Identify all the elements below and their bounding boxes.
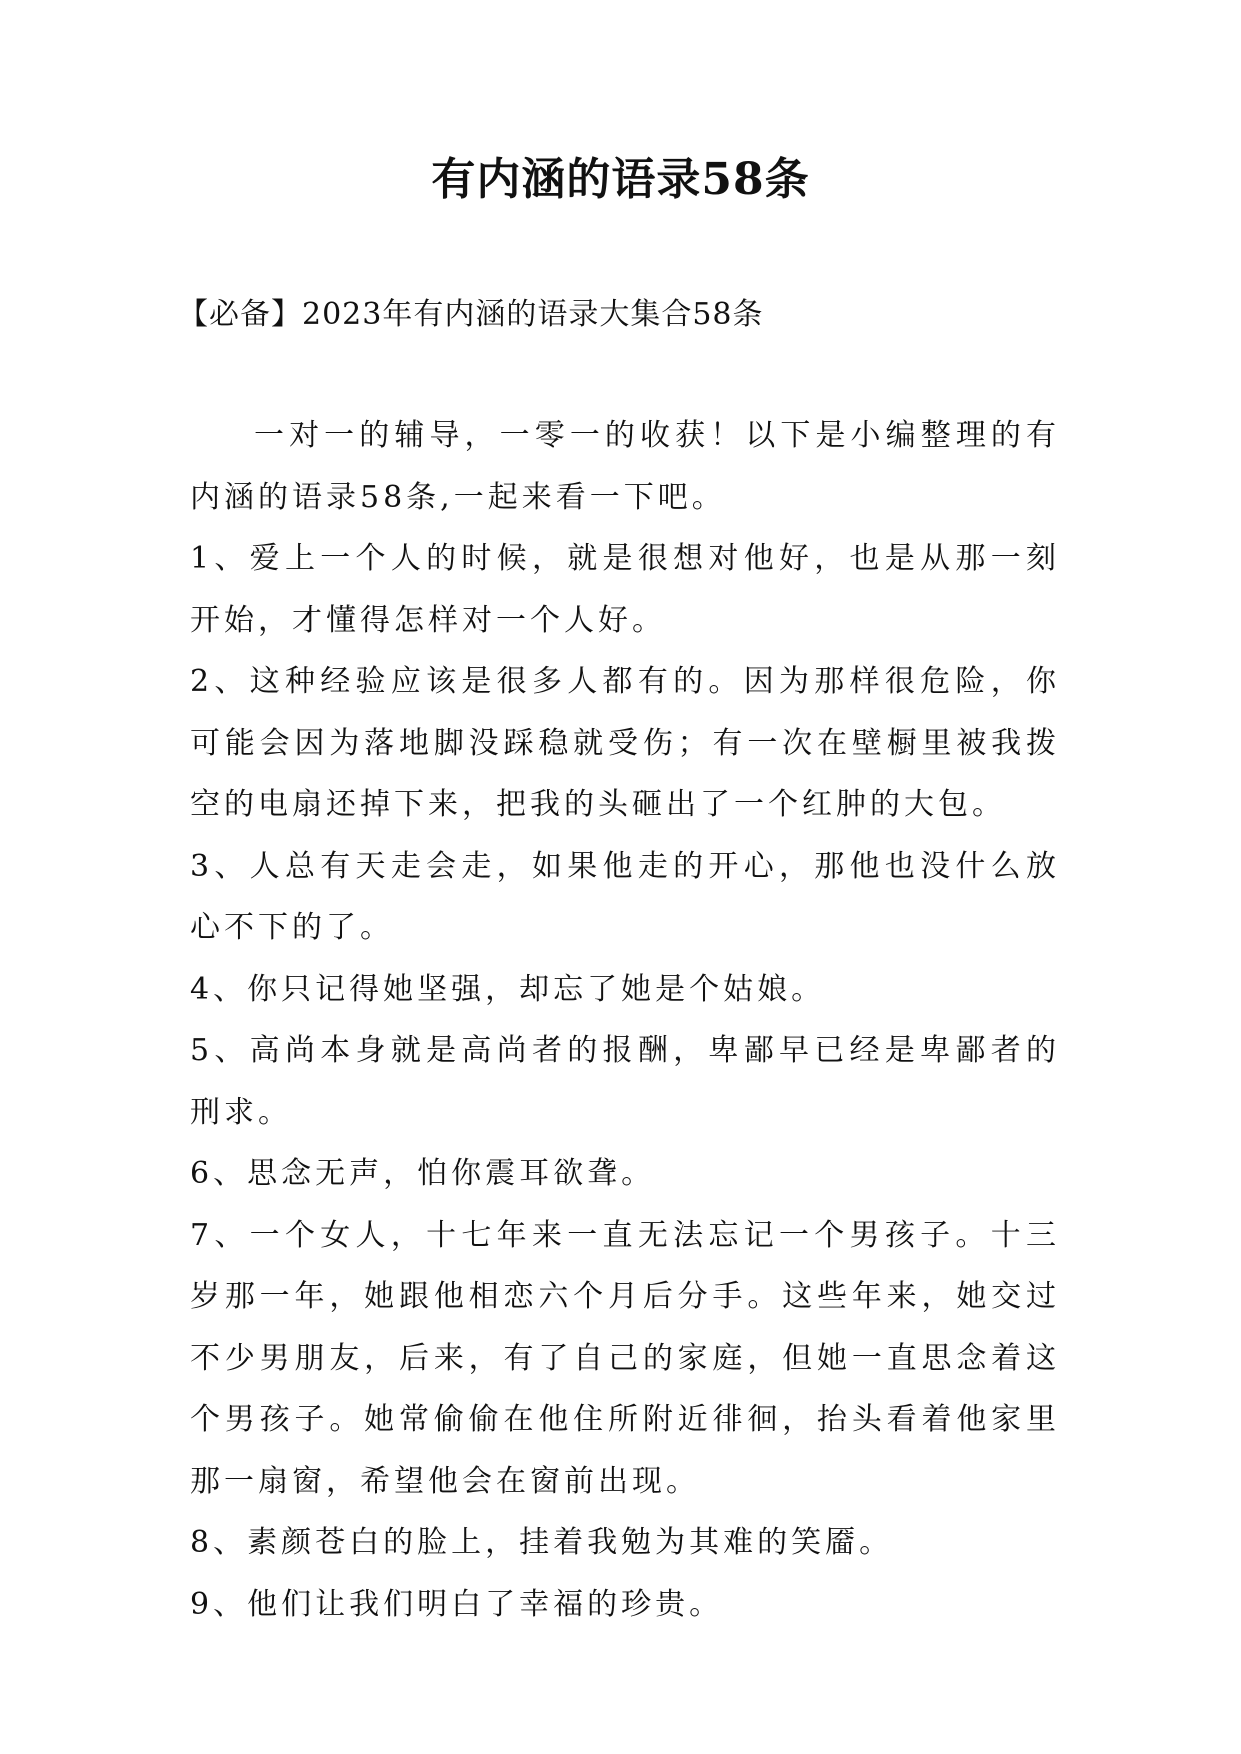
- quote-item-7: 7、一个女人，十七年来一直无法忘记一个男孩子。十三岁那一年，她跟他相恋六个月后分手。这些年来，她交过不少男朋友，后来，有了自己的家庭，但她一直思念着这个男孩子。她常偷偷在他住所附近徘徊，抬头看着他家里那一扇窗，希望他会在窗前出现。: [190, 1217, 1060, 1499]
- document-subtitle: 【必备】2023年有内涵的语录大集合58条: [178, 297, 764, 332]
- quote-item-3: 3、人总有天走会走，如果他走的开心，那他也没什么放心不下的了。: [190, 848, 1060, 945]
- intro-paragraph: 一对一的辅导，一零一的收获！以下是小编整理的有内涵的语录58条,一起来看一下吧。: [190, 418, 1060, 515]
- quote-item-1: 1、爱上一个人的时候，就是很想对他好，也是从那一刻开始，才懂得怎样对一个人好。: [190, 541, 1060, 638]
- quote-item-5: 5、高尚本身就是高尚者的报酬，卑鄙早已经是卑鄙者的刑求。: [190, 1033, 1060, 1130]
- document-body: [190, 405, 1060, 1635]
- document-title: 有内涵的语录58条: [431, 154, 810, 205]
- quote-item-4: 4、你只记得她坚强，却忘了她是个姑娘。: [190, 971, 826, 1007]
- quote-item-6: 6、思念无声，怕你震耳欲聋。: [190, 1156, 656, 1191]
- quote-item-2: 2、这种经验应该是很多人都有的。因为那样很危险，你可能会因为落地脚没踩稳就受伤；有一次在壁橱里被我拨空的电扇还掉下来，把我的头砸出了一个红肿的大包。: [190, 664, 1060, 822]
- quote-item-9: 9、他们让我们明白了幸福的珍贵。: [190, 1586, 724, 1622]
- quote-item-8: 8、素颜苍白的脸上，挂着我勉为其难的笑靥。: [190, 1525, 894, 1560]
